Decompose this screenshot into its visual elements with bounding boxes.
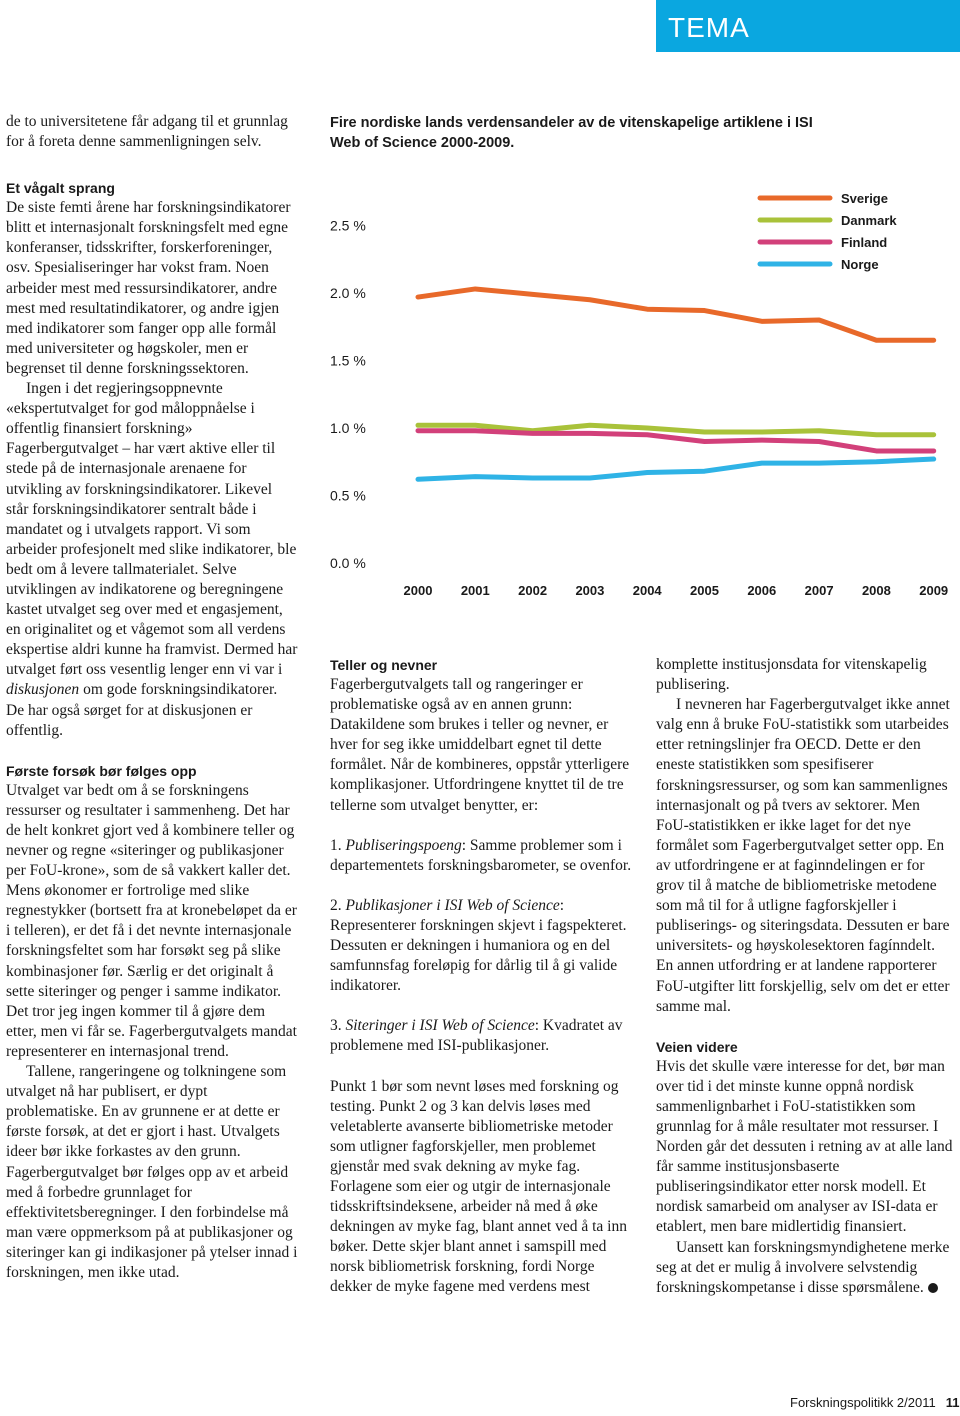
paragraph: Punkt 1 bør som nevnt løses med forskning og testing. Punkt 2 og 3 kan delvis løses med veletablerte avanserte bibliometriske metoder som utligner fagforskjeller, men problemet gjenstår med svak dekning av myke fag. Forlagene som eier og utgir de internasjonale tidsskriftsindeksene, arbeider nå med å øke dekningen av myke fag, blant annet ved å ta inn bøker. Dette skjer blant annet i samspill med norsk bibliometrisk forskning, fordi Norge dekker de myke fagene med verdens mest	[330, 1077, 627, 1296]
section-heading-teller-og-nevner: Teller og nevner	[330, 657, 438, 673]
paragraph: Utvalget var bedt om å se forskningens ressurser og resultater i sammenheng. Det har de helt konkret gjort ved å kombinere teller og nevner og regne «siteringer og publikasjoner per FoU-krone», som de så vakkert kaller det. Mens økonomer er fortrolige med slike regnestykker (bortsett fra at kronebeløpet da er i telleren), er det få i det nevnte internasjonale forskningsfeltet som har forsøkt seg på slike kombinasjoner før. Særlig er det originalt å sette siteringer og penger i samme indikator. Det tror jeg ingen kommer til å gjøre dem etter, men vi får se. Fagerbergutvalgets mandat representerer en internasjonal trend.	[6, 781, 297, 1060]
paragraph: De siste femti årene har forskningsindikatorer blitt et internasjonalt forskningsfelt med egne konferanser, tidsskrifter, forskerforeninger, osv. Spesialiseringer har vokst fram. Noen arbeider mest med ressursindikatorer, andre mest med resultatindikatorer, og andre igjen med indikatorer som fanger opp alle formål med universiteter og høgskoler, men er begrenset til denne forskningssektoren.	[6, 199, 291, 377]
y-tick-label: 0.0 %	[330, 555, 366, 571]
x-tick-label: 2000	[403, 583, 433, 598]
paragraph: Hvis det skulle være interesse for det, bør man over tid i det minste kunne oppnå nordisk sammenlignbarhet i FoU-statistikken som grunnlag for å måle resultater mot ressurser. I Norden går det dessuten i retning av at alle land får samme institusjonsbaserte publiseringsindikator etter norsk modell. Et nordisk samarbeid om analyser av ISI-data er etablert, men bare midlertidig finansiert.	[656, 1057, 953, 1236]
series-line-sverige	[418, 289, 934, 340]
left-column	[6, 112, 298, 1283]
legend-label: Danmark	[841, 213, 897, 228]
paragraph: Fagerbergutvalgets tall og rangeringer er problematiske også av en annen grunn: Datakildene som brukes i teller og nevner, er hver for seg ikke umiddelbart egnet til dette formålet. Når de kombineres, oppstår ytterligere komplikasjoner. Utfordringene knyttet til de tre tellerne som utvalget benytter, er:	[330, 676, 630, 814]
list-item: 1. Publiseringspoeng: Samme problemer som i departementets forskningsbarometer, se ovenfor.	[330, 836, 632, 874]
intro-paragraph: de to universitetene får adgang til et grunnlag for å foreta denne sammenligningen selv.	[6, 113, 288, 151]
legend-label: Finland	[841, 235, 888, 250]
y-tick-label: 0.5 %	[330, 487, 366, 504]
paragraph: Tallene, rangeringene og tolkningene som utvalget nå har publisert, er dypt problematiske. En av grunnene er at dette er første forsøk, at det er gjort i hast. Utvalgets ideer bør ikke forkastes av den grunn. Fagerbergutvalget bør følges opp av et arbeid med å forbedre grunnlaget for effektivitetsberegninger. I den forbindelse må man være oppmerksom på at publikasjoner og siteringer kan gi indikasjoner på ytelser innad i forskningen, men ikke utad.	[6, 1063, 298, 1281]
section-heading-vagalt-sprang: Et vågalt sprang	[6, 180, 115, 197]
page-number: 11	[945, 1395, 960, 1410]
paragraph: I nevneren har Fagerbergutvalget ikke annet valg enn å bruke FoU-statistikk som utarbeides etter retningslinjer fra OECD. Dette er den eneste statistikken som spesifiserer forskningsressurser, og som kan sammenlignes internasjonalt og på tvers av sektorer. Men FoU-statistikken er ikke laget for det nye formålet som Fagerbergutvalget setter opp. En av utfordringene er at faginndelingen er for grov til å matche de bibliometriske metodene som må til for å utligne fagforskjeller i publiserings- og siteringsdata. Dessuten er bare universitets- og høyskolesektoren fagínndelt. En annen utfordring er at landene rapporterer FoU-utgifter litt forskjellig, selv om det er etter samme mal.	[656, 696, 950, 1015]
x-tick-label: 2007	[804, 583, 834, 598]
x-tick-label: 2005	[690, 583, 719, 598]
x-tick-label: 2009	[919, 583, 949, 598]
list-item: 3. Siteringer i ISI Web of Science: Kvadratet av problemene med ISI-publikasjoner.	[330, 1017, 623, 1055]
y-tick-label: 2.0 %	[330, 285, 366, 301]
end-mark-icon: F	[928, 1283, 938, 1293]
publication-name: Forskningspolitikk 2/2011	[790, 1395, 936, 1410]
middle-column	[330, 655, 632, 1298]
paragraph: Ingen i det regjeringsoppnevnte «ekspertutvalget for god måloppnåelse i offentlig finansiert forskning» Fagerbergutvalget – har vært aktive eller til stede på de internasjonale arenaene for utvikling av forskningsindikatorer. Likevel står forskningsindikatorer sentralt både i mandatet og i utvalgets rapport. Vi som arbeider profesjonelt med slike indikatorer, ble bedt om å levere tallmaterialet. Selve utviklingen av indikatorene og beregningene kastet utvalget seg over med et engasjement, en originalitet og et vågemot som all verdens ekspertise aldri kunne ha framvist. Dermed har utvalget ført oss vesentlig lenger enn vi var i diskusjonen om gode forskningsindikatorer. De har også sørget for at diskusjonen er offentlig.	[6, 380, 298, 739]
x-tick-label: 2008	[861, 583, 891, 598]
x-tick-label: 2002	[518, 583, 548, 598]
paragraph: komplette institusjonsdata for vitenskapelig publisering.	[656, 656, 927, 694]
series-line-norge	[418, 459, 934, 479]
section-heading-veien-videre: Veien videre	[656, 1038, 738, 1055]
legend-label: Norge	[841, 257, 879, 272]
y-tick-label: 2.5 %	[330, 217, 366, 234]
y-tick-label: 1.5 %	[330, 352, 366, 369]
chart-title: Fire nordiske lands verdensandeler av de vitenskapelige artiklene i ISI Web of Science 2000-2009.	[330, 115, 813, 151]
section-banner: TEMA	[656, 0, 960, 52]
y-tick-label: 1.0 %	[330, 420, 366, 436]
x-tick-label: 2006	[747, 583, 777, 598]
x-tick-label: 2004	[632, 583, 662, 598]
list-item: 2. Publikasjoner i ISI Web of Science: Representerer forskningen skjevt i fagspekteret. Dessuten er dekningen i humaniora og en del samfunnsfag foreløpig for dårlig til å gi valide indikatorer.	[330, 896, 627, 995]
x-tick-label: 2001	[460, 583, 490, 598]
right-column	[656, 655, 956, 1298]
legend-label: Sverige	[841, 191, 888, 206]
line-chart	[326, 180, 956, 610]
paragraph: Uansett kan forskningsmyndighetene merke seg at det er mulig å involvere selvstendig forskningskompetanse i disse spørsmålene. F	[656, 1238, 953, 1296]
page-footer	[790, 1395, 959, 1410]
x-tick-label: 2003	[575, 583, 605, 598]
section-heading-forste-forsok: Første forsøk bør følges opp	[6, 762, 197, 779]
